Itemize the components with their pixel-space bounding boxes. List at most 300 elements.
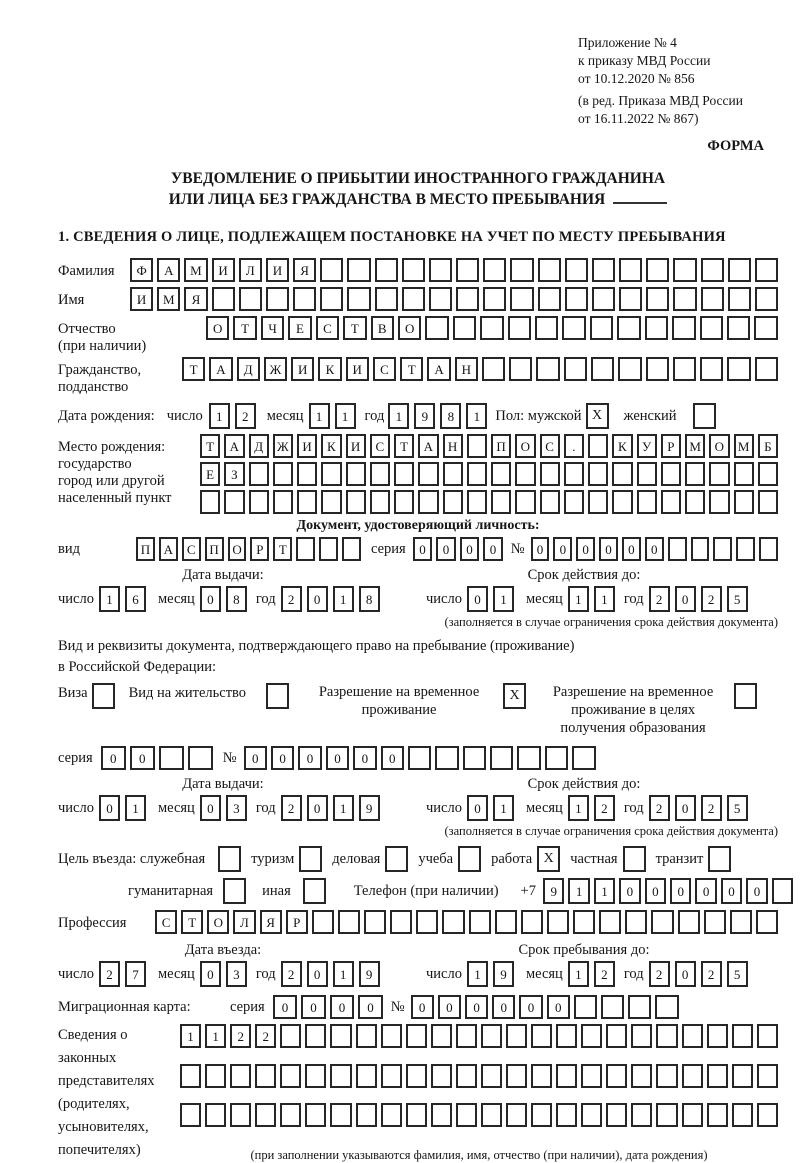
char-cell[interactable] — [535, 316, 558, 340]
char-cell[interactable] — [467, 434, 487, 458]
char-cell[interactable]: 0 — [746, 878, 767, 904]
char-cell[interactable] — [180, 1064, 201, 1088]
char-cell[interactable]: И — [212, 258, 235, 282]
char-cell[interactable] — [531, 1024, 552, 1048]
char-cell[interactable] — [732, 1024, 753, 1048]
char-cell[interactable] — [691, 537, 710, 561]
char-cell[interactable] — [668, 537, 687, 561]
char-cell[interactable] — [483, 258, 506, 282]
char-cell[interactable]: Д — [249, 434, 269, 458]
char-cell[interactable]: 0 — [467, 586, 488, 612]
char-cell[interactable] — [631, 1024, 652, 1048]
char-cell[interactable] — [402, 287, 425, 311]
char-cell[interactable] — [431, 1064, 452, 1088]
char-cell[interactable]: 7 — [125, 961, 146, 987]
char-cell[interactable]: 0 — [99, 795, 120, 821]
char-cell[interactable]: Т — [182, 357, 205, 381]
char-cell[interactable] — [673, 357, 696, 381]
char-cell[interactable] — [618, 357, 641, 381]
char-cell[interactable]: 0 — [695, 878, 716, 904]
char-cell[interactable] — [456, 1024, 477, 1048]
char-cell[interactable]: 0 — [547, 995, 570, 1019]
char-cell[interactable]: 0 — [130, 746, 155, 770]
char-cell[interactable] — [312, 910, 334, 934]
char-cell[interactable] — [562, 316, 585, 340]
char-cell[interactable] — [685, 462, 705, 486]
char-cell[interactable] — [305, 1103, 326, 1127]
char-cell[interactable]: С — [370, 434, 390, 458]
char-cell[interactable] — [506, 1024, 527, 1048]
char-cell[interactable]: 0 — [519, 995, 542, 1019]
char-cell[interactable]: А — [418, 434, 438, 458]
char-cell[interactable] — [406, 1103, 427, 1127]
char-cell[interactable]: С — [182, 537, 201, 561]
char-cell[interactable] — [547, 910, 569, 934]
char-cell[interactable] — [491, 490, 511, 514]
char-cell[interactable] — [655, 995, 678, 1019]
char-cell[interactable]: 0 — [271, 746, 294, 770]
char-cell[interactable] — [356, 1103, 377, 1127]
char-cell[interactable]: 1 — [180, 1024, 201, 1048]
char-cell[interactable]: Я — [184, 287, 207, 311]
checkbox-private[interactable] — [623, 846, 646, 872]
char-cell[interactable] — [713, 537, 732, 561]
char-cell[interactable]: 2 — [701, 586, 722, 612]
checkbox-other[interactable] — [303, 878, 326, 904]
char-cell[interactable] — [707, 1024, 728, 1048]
char-cell[interactable] — [510, 287, 533, 311]
char-cell[interactable] — [375, 258, 398, 282]
char-cell[interactable] — [732, 1103, 753, 1127]
char-cell[interactable]: А — [159, 537, 178, 561]
char-cell[interactable]: И — [346, 434, 366, 458]
char-cell[interactable] — [469, 910, 491, 934]
char-cell[interactable] — [491, 462, 511, 486]
char-cell[interactable] — [180, 1103, 201, 1127]
char-cell[interactable] — [381, 1064, 402, 1088]
char-cell[interactable] — [631, 1064, 652, 1088]
char-cell[interactable] — [707, 1064, 728, 1088]
char-cell[interactable]: 1 — [568, 586, 589, 612]
char-cell[interactable]: 2 — [230, 1024, 251, 1048]
char-cell[interactable] — [651, 910, 673, 934]
char-cell[interactable] — [467, 490, 487, 514]
char-cell[interactable] — [305, 1064, 326, 1088]
char-cell[interactable] — [606, 1103, 627, 1127]
char-cell[interactable]: 0 — [298, 746, 321, 770]
char-cell[interactable] — [606, 1064, 627, 1088]
char-cell[interactable] — [483, 287, 506, 311]
char-cell[interactable] — [734, 462, 754, 486]
char-cell[interactable]: 1 — [125, 795, 146, 821]
char-cell[interactable] — [481, 1064, 502, 1088]
char-cell[interactable]: 1 — [493, 795, 514, 821]
checkbox-residence-permit[interactable] — [266, 683, 289, 709]
char-cell[interactable] — [431, 1024, 452, 1048]
char-cell[interactable] — [592, 258, 615, 282]
char-cell[interactable] — [625, 910, 647, 934]
char-cell[interactable] — [205, 1064, 226, 1088]
char-cell[interactable] — [656, 1064, 677, 1088]
char-cell[interactable]: 0 — [438, 995, 461, 1019]
char-cell[interactable] — [728, 287, 751, 311]
char-cell[interactable]: 1 — [309, 403, 330, 429]
char-cell[interactable] — [347, 258, 370, 282]
char-cell[interactable]: 6 — [125, 586, 146, 612]
char-cell[interactable]: 2 — [649, 795, 670, 821]
checkbox-study[interactable] — [458, 846, 481, 872]
char-cell[interactable]: Л — [239, 258, 262, 282]
char-cell[interactable] — [661, 462, 681, 486]
char-cell[interactable] — [728, 258, 751, 282]
char-cell[interactable]: Я — [260, 910, 282, 934]
char-cell[interactable] — [700, 357, 723, 381]
char-cell[interactable] — [429, 258, 452, 282]
char-cell[interactable] — [736, 537, 755, 561]
char-cell[interactable]: Р — [286, 910, 308, 934]
char-cell[interactable]: О — [398, 316, 421, 340]
char-cell[interactable]: Д — [237, 357, 260, 381]
char-cell[interactable]: 9 — [493, 961, 514, 987]
checkbox-visa[interactable] — [92, 683, 115, 709]
char-cell[interactable] — [754, 316, 777, 340]
char-cell[interactable] — [319, 537, 338, 561]
char-cell[interactable] — [538, 258, 561, 282]
char-cell[interactable]: 2 — [255, 1024, 276, 1048]
char-cell[interactable] — [425, 316, 448, 340]
char-cell[interactable] — [601, 995, 624, 1019]
char-cell[interactable]: О — [228, 537, 247, 561]
char-cell[interactable] — [612, 462, 632, 486]
char-cell[interactable] — [588, 434, 608, 458]
char-cell[interactable]: И — [266, 258, 289, 282]
char-cell[interactable] — [453, 316, 476, 340]
char-cell[interactable] — [456, 1064, 477, 1088]
char-cell[interactable]: Е — [288, 316, 311, 340]
char-cell[interactable]: В — [371, 316, 394, 340]
char-cell[interactable] — [320, 258, 343, 282]
char-cell[interactable] — [599, 910, 621, 934]
char-cell[interactable] — [565, 287, 588, 311]
char-cell[interactable] — [321, 462, 341, 486]
char-cell[interactable] — [619, 287, 642, 311]
char-cell[interactable] — [429, 287, 452, 311]
char-cell[interactable] — [515, 490, 535, 514]
char-cell[interactable] — [592, 287, 615, 311]
char-cell[interactable]: 5 — [727, 795, 748, 821]
char-cell[interactable]: 0 — [307, 586, 328, 612]
char-cell[interactable] — [255, 1064, 276, 1088]
char-cell[interactable] — [645, 316, 668, 340]
char-cell[interactable] — [188, 746, 213, 770]
char-cell[interactable] — [375, 287, 398, 311]
char-cell[interactable]: Т — [343, 316, 366, 340]
char-cell[interactable]: 1 — [493, 586, 514, 612]
char-cell[interactable] — [510, 258, 533, 282]
char-cell[interactable] — [463, 746, 486, 770]
char-cell[interactable] — [545, 746, 568, 770]
char-cell[interactable] — [758, 490, 778, 514]
char-cell[interactable] — [416, 910, 438, 934]
char-cell[interactable]: 1 — [333, 795, 354, 821]
char-cell[interactable] — [631, 1103, 652, 1127]
char-cell[interactable] — [672, 316, 695, 340]
char-cell[interactable] — [521, 910, 543, 934]
checkbox-business[interactable] — [385, 846, 408, 872]
char-cell[interactable] — [517, 746, 540, 770]
char-cell[interactable]: 0 — [330, 995, 355, 1019]
char-cell[interactable] — [356, 1064, 377, 1088]
char-cell[interactable] — [342, 537, 361, 561]
char-cell[interactable]: 0 — [273, 995, 298, 1019]
char-cell[interactable]: И — [297, 434, 317, 458]
char-cell[interactable]: Р — [661, 434, 681, 458]
char-cell[interactable] — [364, 910, 386, 934]
char-cell[interactable] — [701, 258, 724, 282]
char-cell[interactable]: 5 — [727, 961, 748, 987]
char-cell[interactable]: Т — [233, 316, 256, 340]
char-cell[interactable] — [406, 1064, 427, 1088]
char-cell[interactable] — [418, 490, 438, 514]
char-cell[interactable]: 1 — [568, 795, 589, 821]
char-cell[interactable]: О — [515, 434, 535, 458]
checkbox-work[interactable]: X — [537, 846, 560, 872]
char-cell[interactable] — [540, 490, 560, 514]
char-cell[interactable] — [356, 1024, 377, 1048]
char-cell[interactable] — [734, 490, 754, 514]
char-cell[interactable] — [255, 1103, 276, 1127]
char-cell[interactable]: 8 — [226, 586, 247, 612]
char-cell[interactable]: Т — [400, 357, 423, 381]
char-cell[interactable] — [590, 316, 613, 340]
char-cell[interactable]: 0 — [675, 795, 696, 821]
char-cell[interactable]: 2 — [701, 795, 722, 821]
char-cell[interactable] — [581, 1064, 602, 1088]
char-cell[interactable]: П — [205, 537, 224, 561]
char-cell[interactable] — [709, 462, 729, 486]
char-cell[interactable] — [506, 1064, 527, 1088]
char-cell[interactable] — [646, 357, 669, 381]
char-cell[interactable]: 0 — [599, 537, 618, 561]
char-cell[interactable]: 0 — [675, 961, 696, 987]
char-cell[interactable] — [506, 1103, 527, 1127]
char-cell[interactable] — [538, 287, 561, 311]
char-cell[interactable]: 2 — [235, 403, 256, 429]
char-cell[interactable] — [637, 490, 657, 514]
char-cell[interactable]: О — [207, 910, 229, 934]
char-cell[interactable] — [556, 1103, 577, 1127]
char-cell[interactable]: К — [321, 434, 341, 458]
char-cell[interactable] — [656, 1024, 677, 1048]
char-cell[interactable]: 2 — [701, 961, 722, 987]
char-cell[interactable]: З — [224, 462, 244, 486]
char-cell[interactable]: 2 — [281, 586, 302, 612]
char-cell[interactable]: 2 — [281, 795, 302, 821]
char-cell[interactable]: Ч — [261, 316, 284, 340]
char-cell[interactable] — [305, 1024, 326, 1048]
char-cell[interactable]: 0 — [675, 586, 696, 612]
char-cell[interactable] — [381, 1103, 402, 1127]
char-cell[interactable] — [406, 1024, 427, 1048]
char-cell[interactable] — [273, 490, 293, 514]
char-cell[interactable]: 1 — [99, 586, 120, 612]
char-cell[interactable] — [646, 258, 669, 282]
char-cell[interactable] — [443, 490, 463, 514]
char-cell[interactable]: М — [184, 258, 207, 282]
char-cell[interactable] — [224, 490, 244, 514]
char-cell[interactable] — [661, 490, 681, 514]
char-cell[interactable]: 1 — [333, 586, 354, 612]
char-cell[interactable] — [536, 357, 559, 381]
char-cell[interactable] — [330, 1103, 351, 1127]
char-cell[interactable]: 0 — [553, 537, 572, 561]
checkbox-temp-residence[interactable]: X — [503, 683, 526, 709]
char-cell[interactable]: 3 — [226, 795, 247, 821]
char-cell[interactable] — [338, 910, 360, 934]
char-cell[interactable] — [515, 462, 535, 486]
char-cell[interactable]: 1 — [594, 586, 615, 612]
char-cell[interactable]: Т — [181, 910, 203, 934]
char-cell[interactable]: 1 — [466, 403, 487, 429]
char-cell[interactable] — [617, 316, 640, 340]
checkbox-temp-residence-edu[interactable] — [734, 683, 757, 709]
char-cell[interactable] — [297, 462, 317, 486]
char-cell[interactable] — [704, 910, 726, 934]
char-cell[interactable] — [573, 910, 595, 934]
char-cell[interactable]: 9 — [414, 403, 435, 429]
char-cell[interactable] — [249, 462, 269, 486]
char-cell[interactable] — [646, 287, 669, 311]
char-cell[interactable] — [443, 462, 463, 486]
char-cell[interactable] — [418, 462, 438, 486]
char-cell[interactable] — [700, 316, 723, 340]
char-cell[interactable]: 1 — [335, 403, 356, 429]
char-cell[interactable]: 0 — [622, 537, 641, 561]
char-cell[interactable] — [727, 357, 750, 381]
char-cell[interactable]: И — [291, 357, 314, 381]
char-cell[interactable] — [370, 462, 390, 486]
char-cell[interactable] — [509, 357, 532, 381]
char-cell[interactable] — [591, 357, 614, 381]
char-cell[interactable]: 9 — [359, 961, 380, 987]
char-cell[interactable]: 0 — [531, 537, 550, 561]
char-cell[interactable] — [564, 490, 584, 514]
char-cell[interactable] — [757, 1024, 778, 1048]
char-cell[interactable] — [456, 1103, 477, 1127]
char-cell[interactable]: 0 — [670, 878, 691, 904]
char-cell[interactable] — [682, 1103, 703, 1127]
char-cell[interactable]: 1 — [388, 403, 409, 429]
char-cell[interactable] — [296, 537, 315, 561]
char-cell[interactable]: О — [709, 434, 729, 458]
char-cell[interactable]: 9 — [359, 795, 380, 821]
char-cell[interactable] — [619, 258, 642, 282]
char-cell[interactable] — [320, 287, 343, 311]
char-cell[interactable] — [756, 910, 778, 934]
char-cell[interactable]: . — [564, 434, 584, 458]
checkbox-female[interactable] — [693, 403, 716, 429]
char-cell[interactable] — [673, 287, 696, 311]
char-cell[interactable] — [757, 1064, 778, 1088]
char-cell[interactable] — [402, 258, 425, 282]
char-cell[interactable]: 8 — [440, 403, 461, 429]
char-cell[interactable] — [212, 287, 235, 311]
char-cell[interactable] — [481, 1103, 502, 1127]
char-cell[interactable]: И — [130, 287, 153, 311]
char-cell[interactable]: Н — [443, 434, 463, 458]
char-cell[interactable] — [280, 1064, 301, 1088]
char-cell[interactable] — [759, 537, 778, 561]
char-cell[interactable] — [755, 357, 778, 381]
char-cell[interactable]: К — [612, 434, 632, 458]
char-cell[interactable] — [574, 995, 597, 1019]
char-cell[interactable] — [467, 462, 487, 486]
char-cell[interactable]: 0 — [619, 878, 640, 904]
char-cell[interactable] — [612, 490, 632, 514]
char-cell[interactable]: Л — [233, 910, 255, 934]
char-cell[interactable]: 2 — [649, 586, 670, 612]
char-cell[interactable]: 0 — [492, 995, 515, 1019]
char-cell[interactable]: А — [224, 434, 244, 458]
char-cell[interactable]: 0 — [413, 537, 433, 561]
char-cell[interactable] — [390, 910, 412, 934]
char-cell[interactable]: П — [136, 537, 155, 561]
char-cell[interactable] — [772, 878, 793, 904]
char-cell[interactable]: С — [540, 434, 560, 458]
char-cell[interactable] — [293, 287, 316, 311]
char-cell[interactable] — [495, 910, 517, 934]
char-cell[interactable]: М — [157, 287, 180, 311]
char-cell[interactable] — [456, 287, 479, 311]
char-cell[interactable]: 0 — [307, 795, 328, 821]
char-cell[interactable] — [297, 490, 317, 514]
char-cell[interactable] — [678, 910, 700, 934]
char-cell[interactable] — [249, 490, 269, 514]
char-cell[interactable] — [572, 746, 595, 770]
char-cell[interactable]: 0 — [307, 961, 328, 987]
char-cell[interactable]: 9 — [543, 878, 564, 904]
char-cell[interactable]: 0 — [460, 537, 480, 561]
checkbox-male[interactable]: X — [586, 403, 609, 429]
char-cell[interactable]: 0 — [358, 995, 383, 1019]
char-cell[interactable] — [581, 1103, 602, 1127]
char-cell[interactable]: М — [734, 434, 754, 458]
char-cell[interactable]: П — [491, 434, 511, 458]
char-cell[interactable]: Т — [273, 537, 292, 561]
char-cell[interactable] — [239, 287, 262, 311]
char-cell[interactable] — [205, 1103, 226, 1127]
char-cell[interactable]: С — [316, 316, 339, 340]
char-cell[interactable]: 0 — [465, 995, 488, 1019]
char-cell[interactable]: 0 — [244, 746, 267, 770]
char-cell[interactable] — [628, 995, 651, 1019]
char-cell[interactable]: М — [685, 434, 705, 458]
char-cell[interactable]: 0 — [301, 995, 326, 1019]
char-cell[interactable] — [370, 490, 390, 514]
char-cell[interactable] — [682, 1024, 703, 1048]
char-cell[interactable] — [556, 1064, 577, 1088]
char-cell[interactable] — [685, 490, 705, 514]
char-cell[interactable]: 0 — [381, 746, 404, 770]
checkbox-transit[interactable] — [708, 846, 731, 872]
char-cell[interactable]: С — [155, 910, 177, 934]
char-cell[interactable]: 1 — [568, 878, 589, 904]
char-cell[interactable] — [346, 462, 366, 486]
char-cell[interactable] — [508, 316, 531, 340]
char-cell[interactable] — [159, 746, 184, 770]
char-cell[interactable]: У — [637, 434, 657, 458]
char-cell[interactable] — [588, 462, 608, 486]
